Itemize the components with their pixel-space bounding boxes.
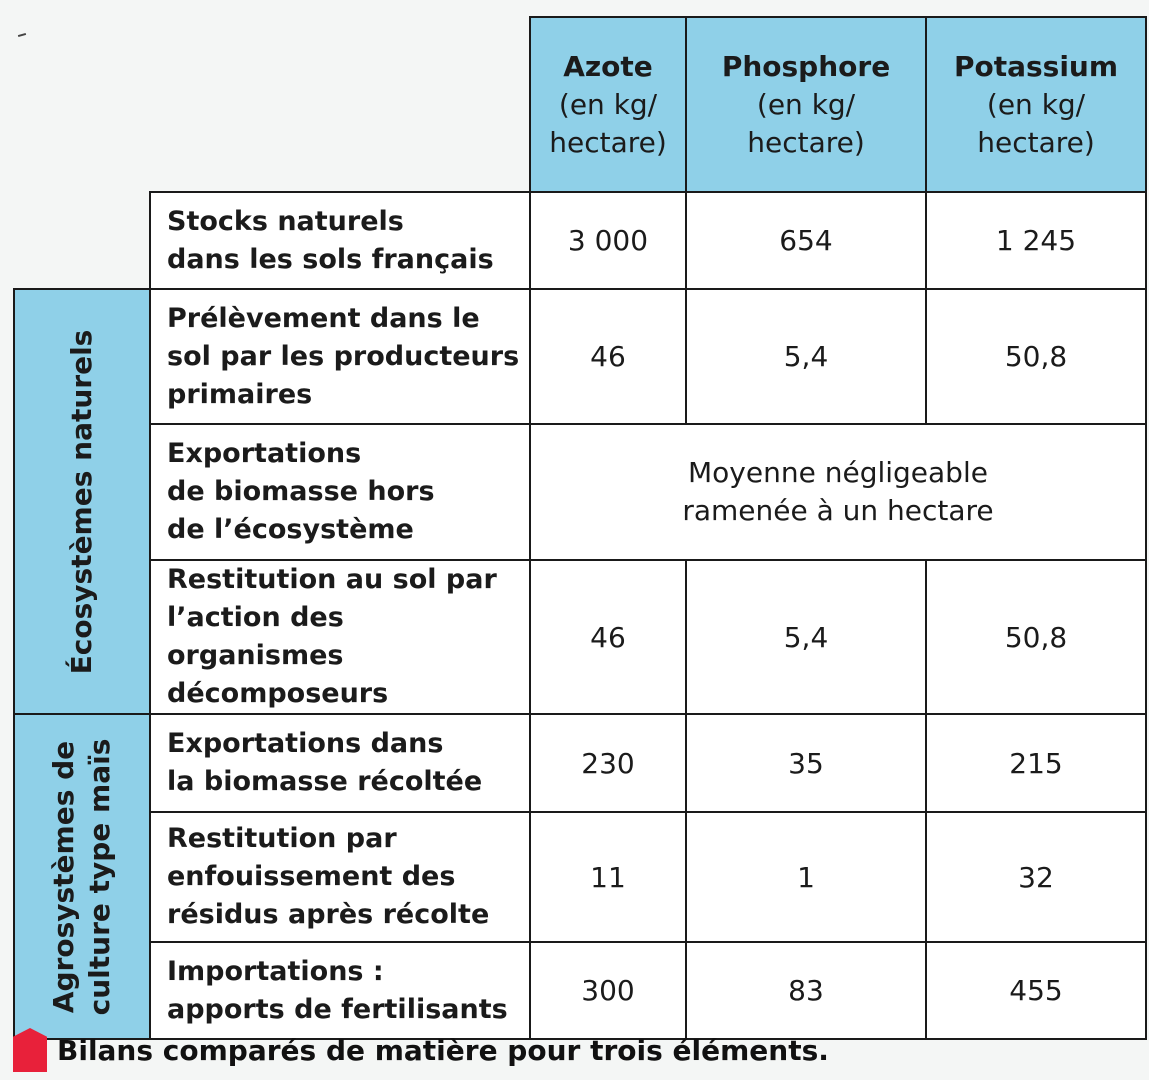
table-row-agro-exportations: [14, 714, 1146, 812]
table-row-natural-exportations: [14, 424, 1146, 560]
empty-group-cell: [14, 192, 150, 289]
cell-phosphore: 83: [686, 942, 926, 1039]
row-label: Exportations de biomasse hors de l’écosystème: [150, 424, 530, 560]
cell-phosphore: 1: [686, 812, 926, 942]
cell-potassium: 455: [926, 942, 1146, 1039]
cell-phosphore: 35: [686, 714, 926, 812]
row-label: Restitution par enfouissement des résidus après récolte: [150, 812, 530, 942]
table-row-natural-restitution: [14, 560, 1146, 714]
empty-corner: [14, 17, 530, 192]
column-header-azote: Azote (en kg/ hectare): [530, 17, 686, 192]
row-label: Importations : apports de fertilisants: [150, 942, 530, 1039]
figure-caption: [13, 1028, 829, 1072]
cell-potassium: 215: [926, 714, 1146, 812]
group-label-agro: Agrosystèmes de culture type maïs: [14, 714, 150, 1039]
cell-azote: 11: [530, 812, 686, 942]
cell-azote: 46: [530, 289, 686, 424]
merged-note-cell: Moyenne négligeable ramenée à un hectare: [530, 424, 1146, 560]
row-label: Prélèvement dans le sol par les producteurs primaires: [150, 289, 530, 424]
cell-potassium: 50,8: [926, 289, 1146, 424]
row-label: Exportations dans la biomasse récoltée: [150, 714, 530, 812]
table-row-agro-restitution: [14, 812, 1146, 942]
cell-azote: 230: [530, 714, 686, 812]
cell-potassium: 1 245: [926, 192, 1146, 289]
row-label: Restitution au sol par l’action des organismes décomposeurs: [150, 560, 530, 714]
caption-text: Bilans comparés de matière pour trois éléments.: [57, 1033, 829, 1067]
header-row: [14, 17, 1146, 192]
cell-potassium: 32: [926, 812, 1146, 942]
row-label: Stocks naturels dans les sols français: [150, 192, 530, 289]
table-row-stocks: [14, 192, 1146, 289]
cell-phosphore: 5,4: [686, 289, 926, 424]
cell-azote: 3 000: [530, 192, 686, 289]
cell-phosphore: 654: [686, 192, 926, 289]
table-row-agro-importations: [14, 942, 1146, 1039]
cell-azote: 300: [530, 942, 686, 1039]
column-header-potassium: Potassium (en kg/ hectare): [926, 17, 1146, 192]
table-row-natural-prelevement: [14, 289, 1146, 424]
column-header-phosphore: Phosphore (en kg/ hectare): [686, 17, 926, 192]
cell-azote: 46: [530, 560, 686, 714]
cell-potassium: 50,8: [926, 560, 1146, 714]
nutrient-balance-table: [13, 16, 1147, 1040]
caption-marker-icon: [13, 1028, 47, 1072]
cell-phosphore: 5,4: [686, 560, 926, 714]
group-label-natural: Écosystèmes naturels: [14, 289, 150, 714]
